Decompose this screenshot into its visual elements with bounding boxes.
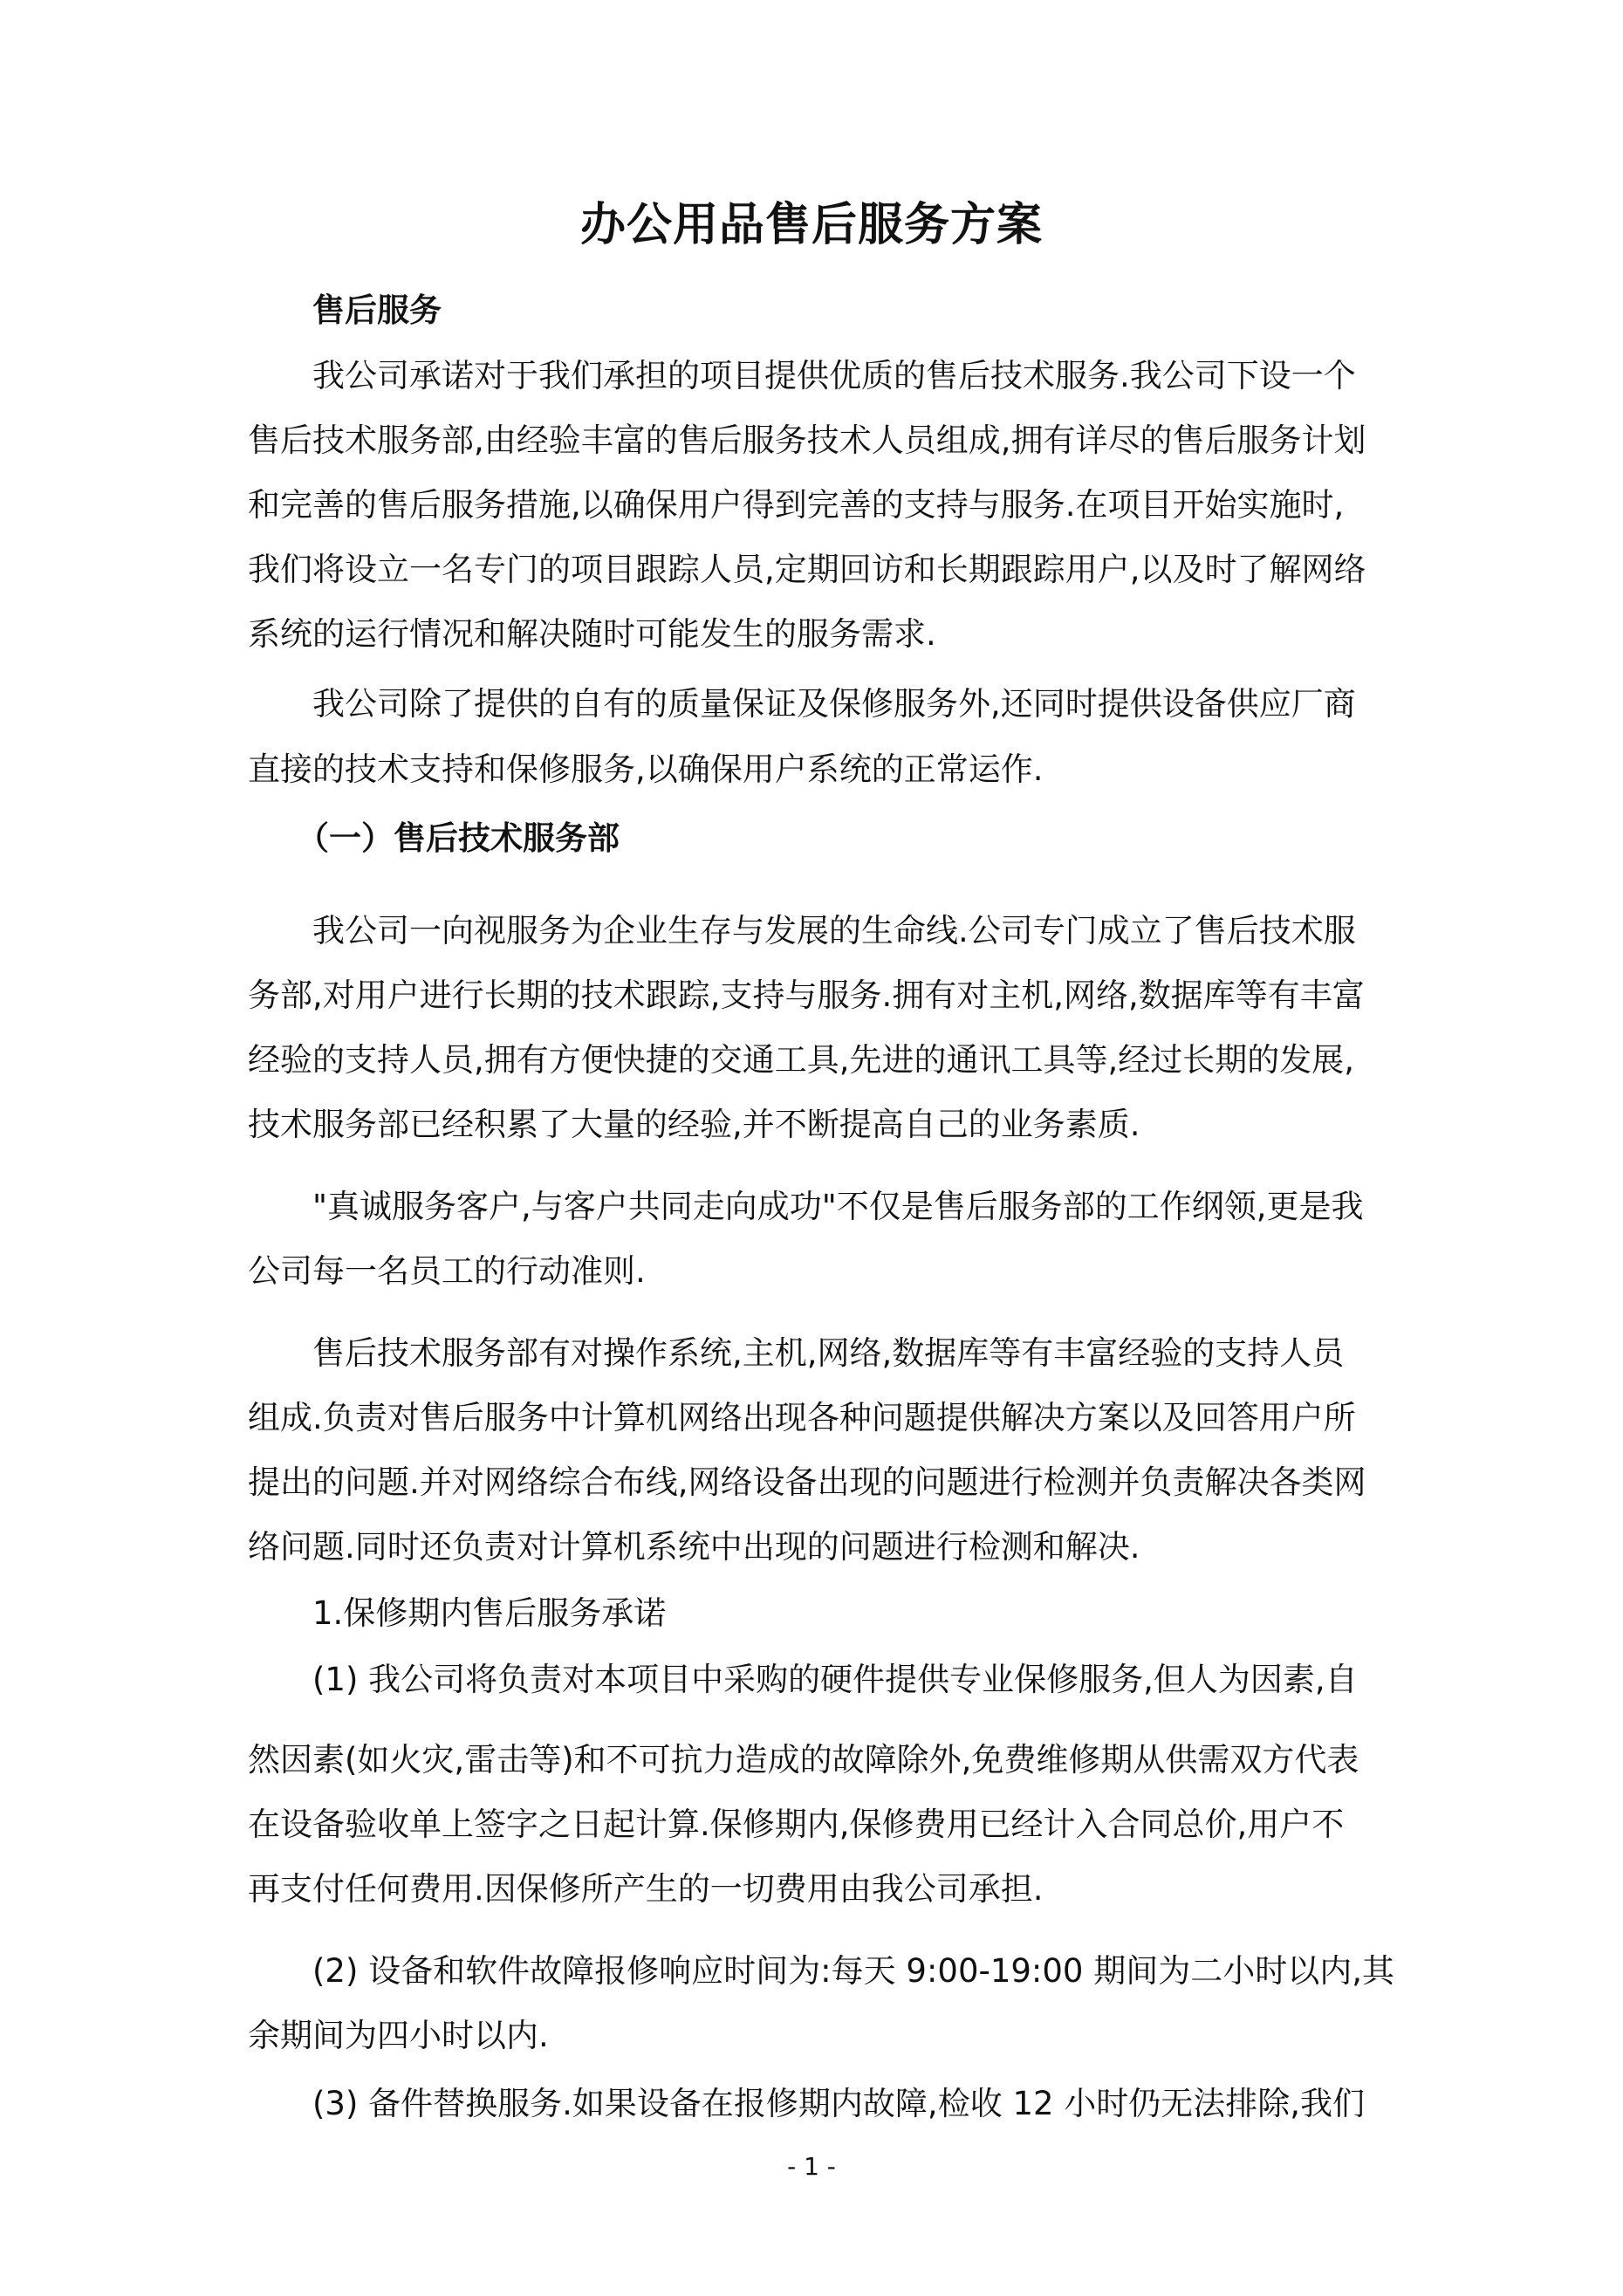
paragraph-line: 提出的问题.并对网络综合布线,网络设备出现的问题进行检测并负责解决各类网 [248,1463,1366,1501]
section-heading: （一）售后技术服务部 [297,819,620,857]
list-item: (1) 我公司将负责对本项目中采购的硬件提供专业保修服务,但人为因素,自 [312,1661,1358,1698]
paragraph-line: 售后技术服务部有对操作系统,主机,网络,数据库等有丰富经验的支持人员 [312,1334,1345,1372]
list-heading: 1.保修期内售后服务承诺 [312,1594,667,1632]
paragraph-line: 系统的运行情况和解决随时可能发生的服务需求. [248,615,936,653]
paragraph-line: 余期间为四小时以内. [248,2017,549,2054]
paragraph-line: "真诚服务客户,与客户共同走向成功"不仅是售后服务部的工作纲领,更是我 [312,1188,1364,1225]
paragraph-line: 我公司承诺对于我们承担的项目提供优质的售后技术服务.我公司下设一个 [312,357,1356,394]
paragraph-line: 技术服务部已经积累了大量的经验,并不断提高自己的业务素质. [248,1106,1140,1143]
paragraph-line: 我公司除了提供的自有的质量保证及保修服务外,还同时提供设备供应厂商 [312,685,1356,723]
list-item: (3) 备件替换服务.如果设备在报修期内故障,检收 12 小时仍无法排除,我们 [312,2085,1366,2122]
paragraph-line: 在设备验收单上签字之日起计算.保修期内,保修费用已经计入合同总价,用户不 [248,1806,1345,1843]
heading-after-sales: 售后服务 [312,291,442,329]
list-item: (2) 设备和软件故障报修响应时间为:每天 9:00-19:00 期间为二小时以内,其 [312,1952,1394,1990]
paragraph-line: 组成.负责对售后服务中计算机网络出现各种问题提供解决方案以及回答用户所 [248,1399,1356,1436]
paragraph-line: 络问题.同时还负责对计算机系统中出现的问题进行检测和解决. [248,1528,1140,1566]
paragraph-line: 我公司一向视服务为企业生存与发展的生命线.公司专门成立了售后技术服 [312,912,1356,949]
paragraph-line: 我们将设立一名专门的项目跟踪人员,定期回访和长期跟踪用户,以及时了解网络 [248,551,1366,588]
paragraph-line: 务部,对用户进行长期的技术跟踪,支持与服务.拥有对主机,网络,数据库等有丰富 [248,977,1365,1014]
paragraph-line: 直接的技术支持和保修服务,以确保用户系统的正常运作. [248,750,1044,788]
paragraph-line: 然因素(如火灾,雷击等)和不可抗力造成的故障除外,免费维修期从供需双方代表 [248,1741,1359,1779]
paragraph-line: 经验的支持人员,拥有方便快捷的交通工具,先进的通讯工具等,经过长期的发展, [248,1041,1355,1079]
page-number: - 1 - [787,2152,836,2181]
document-title: 办公用品售后服务方案 [579,198,1043,251]
paragraph-line: 和完善的售后服务措施,以确保用户得到完善的支持与服务.在项目开始实施时, [248,486,1345,524]
paragraph-line: 公司每一名员工的行动准则. [248,1252,646,1290]
paragraph-line: 再支付任何费用.因保修所产生的一切费用由我公司承担. [248,1870,1044,1908]
paragraph-line: 售后技术服务部,由经验丰富的售后服务技术人员组成,拥有详尽的售后服务计划 [248,422,1366,459]
